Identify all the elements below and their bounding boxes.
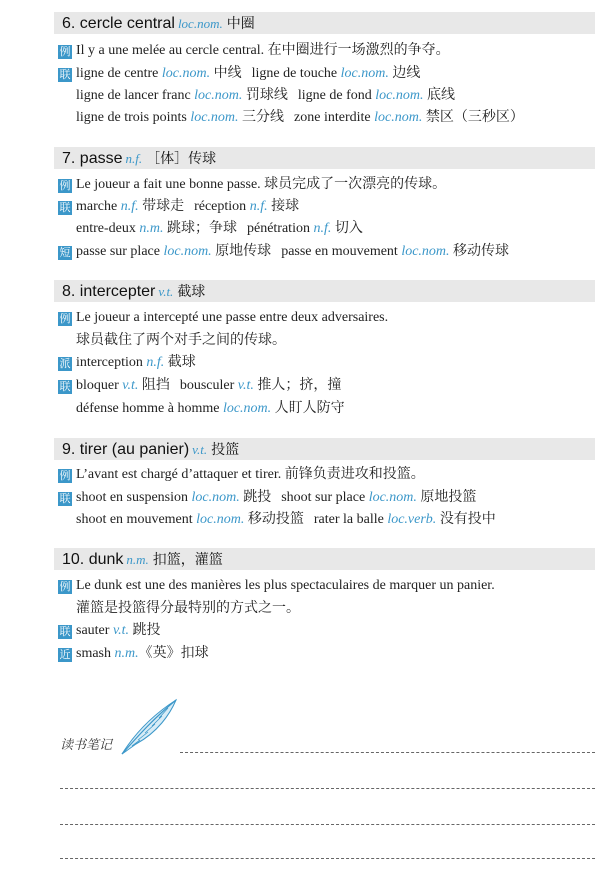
section-badge: 近 bbox=[59, 648, 71, 661]
part-of-speech: n.f. bbox=[120, 199, 139, 214]
line-text: 接球 bbox=[267, 199, 300, 214]
section-badge: 联 bbox=[59, 625, 71, 638]
section-badge: 联 bbox=[59, 201, 71, 214]
entry-line bbox=[58, 376, 341, 396]
entry-line bbox=[58, 465, 425, 485]
entry-line bbox=[76, 331, 286, 351]
line-text: ligne de touche bbox=[251, 66, 341, 81]
line-text: zone interdite bbox=[294, 110, 375, 125]
line-text: rater la balle bbox=[313, 512, 388, 527]
part-of-speech: v.t. bbox=[122, 378, 139, 393]
line-text: 没有投中 bbox=[436, 512, 496, 527]
part-of-speech: n.m. bbox=[139, 221, 164, 236]
line-text: Le joueur a intercepté une passe entre deux adversaires. bbox=[76, 310, 389, 325]
line-text: 中线 bbox=[210, 66, 242, 81]
line-text: entre-deux bbox=[76, 221, 140, 236]
part-of-speech: loc.nom. bbox=[190, 110, 239, 125]
part-of-speech: v.t. bbox=[192, 442, 208, 457]
line-text: défense homme à homme bbox=[76, 401, 223, 416]
line-text: shoot sur place bbox=[281, 490, 369, 505]
entry-header bbox=[54, 548, 595, 570]
entry-line bbox=[76, 399, 345, 419]
line-text: pénétration bbox=[246, 221, 314, 236]
line-text: smash bbox=[76, 646, 115, 661]
line-text: Le dunk est une des manières les plus spectaculaires de marquer un panier. bbox=[76, 578, 495, 593]
line-text: 跳投 bbox=[129, 623, 161, 638]
line-text: 阻挡 bbox=[138, 378, 170, 393]
line-text: bloquer bbox=[76, 378, 123, 393]
headword: 6. cercle central bbox=[62, 15, 175, 32]
section-badge: 联 bbox=[59, 68, 71, 81]
headword: 9. tirer (au panier) bbox=[62, 441, 190, 458]
line-text: 推人；挤，撞 bbox=[253, 378, 342, 393]
line-text: 禁区（三秒区） bbox=[422, 110, 524, 125]
entry-header bbox=[54, 12, 595, 34]
entry-headword-row bbox=[62, 281, 205, 301]
section-badge: 例 bbox=[59, 580, 71, 593]
part-of-speech: v.t. bbox=[158, 284, 174, 299]
part-of-speech: loc.nom. bbox=[374, 110, 423, 125]
section-badge: 派 bbox=[59, 357, 71, 370]
entry-line bbox=[58, 64, 420, 84]
line-text: 截球 bbox=[164, 355, 196, 370]
line-text: 灌篮是投篮得分最特别的方式之一。 bbox=[76, 601, 300, 616]
part-of-speech: loc.nom. bbox=[196, 512, 245, 527]
line-text: marche bbox=[76, 199, 121, 214]
line-text: ligne de lancer franc bbox=[76, 88, 195, 103]
line-text: 跳投 bbox=[239, 490, 272, 505]
entry-line bbox=[58, 621, 161, 641]
part-of-speech: n.m. bbox=[126, 552, 149, 567]
section-badge: 短 bbox=[59, 246, 71, 259]
line-text: passe sur place bbox=[76, 244, 164, 259]
section-badge: 例 bbox=[59, 45, 71, 58]
part-of-speech: loc.nom. bbox=[163, 244, 212, 259]
line-text: ligne de trois points bbox=[76, 110, 191, 125]
meaning: ［体］传球 bbox=[146, 151, 217, 167]
notes-line[interactable] bbox=[180, 752, 595, 753]
part-of-speech: v.t. bbox=[112, 623, 130, 638]
entry-headword-row bbox=[62, 148, 216, 168]
line-text: 三分线 bbox=[238, 110, 285, 125]
line-text: 跳球；争球 bbox=[163, 221, 237, 236]
entry-headword-row bbox=[62, 439, 239, 459]
line-text: réception bbox=[194, 199, 250, 214]
entry-line bbox=[58, 41, 450, 61]
line-text: 切入 bbox=[331, 221, 363, 236]
line-text: ligne de centre bbox=[76, 66, 162, 81]
part-of-speech: loc.nom. bbox=[177, 16, 223, 31]
entry-line bbox=[76, 86, 455, 106]
entry-headword-row bbox=[62, 549, 223, 569]
part-of-speech: loc.nom. bbox=[368, 490, 417, 505]
part-of-speech: n.m. bbox=[114, 646, 139, 661]
section-badge: 例 bbox=[59, 469, 71, 482]
notes-line[interactable] bbox=[60, 858, 595, 859]
entry-line bbox=[58, 242, 509, 262]
line-text: 边线 bbox=[388, 66, 421, 81]
entry-header bbox=[54, 438, 595, 460]
feather-quill-icon bbox=[118, 696, 180, 756]
meaning: 中圈 bbox=[226, 16, 255, 32]
part-of-speech: loc.nom. bbox=[375, 88, 424, 103]
line-text: 罚球线 bbox=[242, 88, 288, 103]
part-of-speech: n.f. bbox=[146, 355, 165, 370]
part-of-speech: loc.nom. bbox=[161, 66, 211, 81]
entry-line bbox=[76, 510, 496, 530]
line-text: 底线 bbox=[423, 88, 455, 103]
entry-line bbox=[58, 576, 495, 596]
entry-line bbox=[58, 175, 446, 195]
section-badge: 例 bbox=[59, 179, 71, 192]
entry-header bbox=[54, 147, 595, 169]
part-of-speech: loc.nom. bbox=[401, 244, 450, 259]
entry-line bbox=[76, 219, 363, 239]
line-text: Le joueur a fait une bonne passe. 球员完成了一次漂亮的传球。 bbox=[76, 177, 447, 192]
part-of-speech: loc.nom. bbox=[191, 490, 240, 505]
notes-line[interactable] bbox=[60, 788, 595, 789]
line-text: 原地传球 bbox=[211, 244, 272, 259]
line-text: L’avant est chargé d’attaquer et tirer. 前锋负责进攻和投篮。 bbox=[76, 467, 425, 482]
part-of-speech: loc.nom. bbox=[194, 88, 243, 103]
meaning: 投篮 bbox=[211, 442, 240, 458]
line-text: 人盯人防守 bbox=[271, 401, 345, 416]
entry-line bbox=[58, 197, 299, 217]
line-text: 原地投篮 bbox=[416, 490, 477, 505]
line-text: shoot en suspension bbox=[76, 490, 192, 505]
meaning: 扣篮，灌篮 bbox=[152, 552, 223, 568]
reading-notes-title: 读书笔记 bbox=[60, 738, 113, 753]
line-text: interception bbox=[76, 355, 147, 370]
line-text: 移动传球 bbox=[449, 244, 510, 259]
line-text: sauter bbox=[76, 623, 113, 638]
headword: 10. dunk bbox=[62, 551, 124, 568]
part-of-speech: n.f. bbox=[125, 151, 143, 166]
line-text: 带球走 bbox=[138, 199, 185, 214]
line-text: 移动投篮 bbox=[244, 512, 304, 527]
part-of-speech: loc.verb. bbox=[387, 512, 437, 527]
entry-line bbox=[58, 353, 196, 373]
meaning: 截球 bbox=[177, 284, 206, 300]
section-badge: 例 bbox=[59, 312, 71, 325]
part-of-speech: n.f. bbox=[249, 199, 268, 214]
entry-line bbox=[58, 488, 476, 508]
line-text: ligne de fond bbox=[297, 88, 376, 103]
part-of-speech: loc.nom. bbox=[222, 401, 272, 416]
line-text: Il y a une melée au cercle central. 在中圈进行一场激烈的争夺。 bbox=[76, 43, 450, 58]
section-badge: 联 bbox=[59, 380, 71, 393]
entry-line bbox=[76, 108, 524, 128]
line-text: bousculer bbox=[179, 378, 238, 393]
entry-headword-row bbox=[62, 13, 255, 33]
section-badge: 联 bbox=[59, 492, 71, 505]
entry-line bbox=[58, 308, 388, 328]
line-text: 《英》扣球 bbox=[138, 646, 209, 661]
line-text: shoot en mouvement bbox=[76, 512, 197, 527]
entry-line bbox=[58, 644, 209, 664]
part-of-speech: n.f. bbox=[313, 221, 332, 236]
line-text: passe en mouvement bbox=[281, 244, 402, 259]
entry-line bbox=[76, 599, 300, 619]
line-text: 球员截住了两个对手之间的传球。 bbox=[76, 333, 286, 348]
part-of-speech: v.t. bbox=[237, 378, 254, 393]
part-of-speech: loc.nom. bbox=[340, 66, 389, 81]
entry-header bbox=[54, 280, 595, 302]
headword: 8. intercepter bbox=[62, 283, 156, 300]
notes-line[interactable] bbox=[60, 824, 595, 825]
headword: 7. passe bbox=[62, 150, 123, 167]
